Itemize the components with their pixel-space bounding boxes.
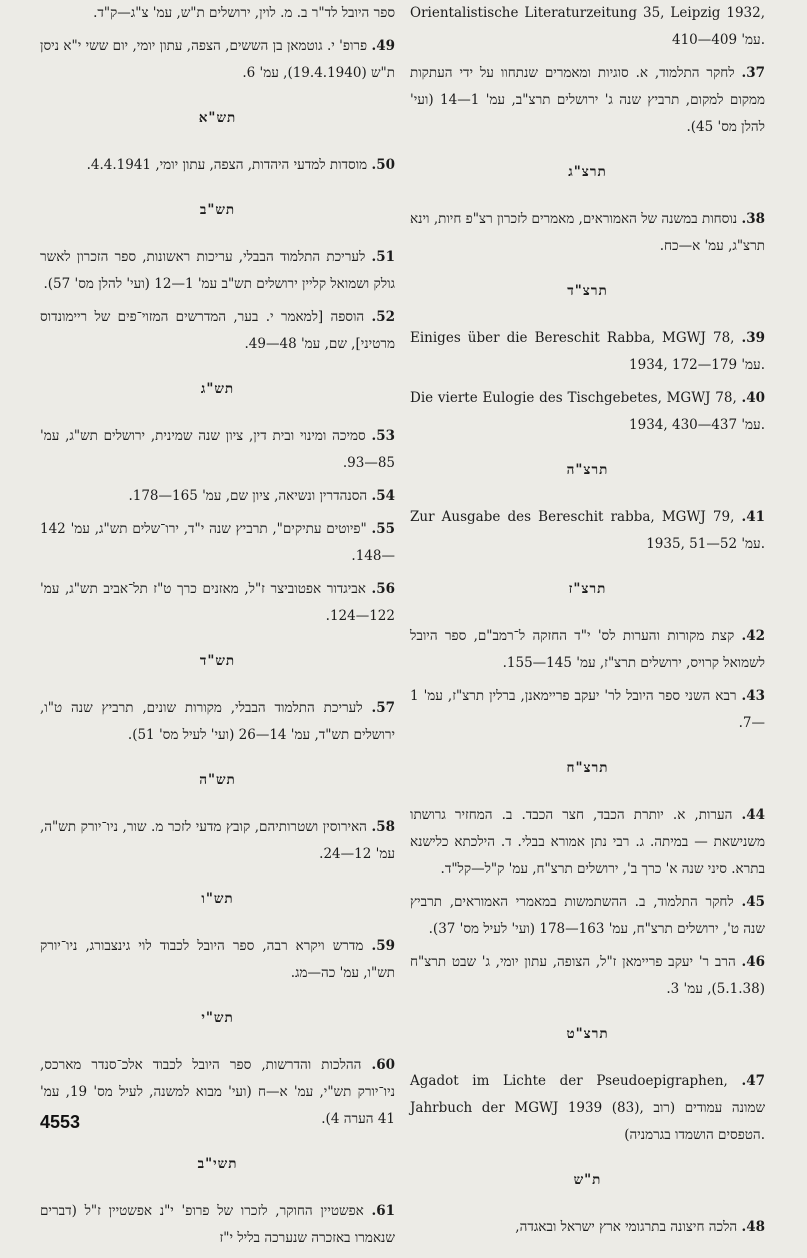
year-heading: תש"ד xyxy=(199,653,236,669)
entry-number: 40. xyxy=(741,390,765,406)
entry-text: Orientalistische Literaturzeitung 35, Leipzig 1932, עמ' 409—410. xyxy=(410,5,765,48)
entry-text: Agadot im Lichte der Pseudoepigraphen, Jahrbuch der MGWJ 1939 (83), שמונה עמודים (רוב הטפסים הושמדו בגרמניה). xyxy=(410,1073,765,1143)
entry-text: מוסדות למדעי היהדות, הצפה, עתון יומי, 4.4.1941. xyxy=(86,157,368,173)
entry-text: קצת מקורות והערות לס' י"ד החזקה ל־רמב"ם, ספר היובל לשמואל קרויס, ירושלים תרצ"ז, עמ' 145—155. xyxy=(410,628,765,671)
entry-text: הלכה חיצונה בתרגומי ארץ ישראל ובאגדה, xyxy=(515,1219,738,1235)
entry-number: 47. xyxy=(741,1073,765,1089)
entry-text: האירוסין ושטרותיהם, קובץ מדעי לזכר מ. שור, ניו־יורק תש"ה, עמ' 12—24. xyxy=(40,819,395,862)
entry-number: 53. xyxy=(371,428,395,444)
entry-number: 45. xyxy=(741,894,766,910)
bibliography-entry xyxy=(410,1214,765,1241)
entry-number: 44. xyxy=(741,807,766,823)
left-column xyxy=(40,0,395,1258)
entry-text: הערות, א. יותרת הכבד, חצר הכבד. ב. המחזיר גרושתו משנישאת — במיתה. ג. רבי נתן אמורא בבלי. ד. הילכתא כלישנא בתרא. סיני שנה א' כרך ב', ירושלים תרצ"ח, עמ' ק"ל—קל"ד. xyxy=(410,807,765,877)
bibliography-entry xyxy=(40,0,395,27)
bibliography-entry xyxy=(40,814,395,868)
bibliography-entry xyxy=(410,1068,765,1149)
entry-number: 39. xyxy=(741,330,766,346)
entry-text: רבא השני ספר היובל לר' יעקב פריימאנן, ברלין תרצ"ז, עמ' 1—7. xyxy=(410,688,765,731)
bibliography-entry xyxy=(410,0,765,54)
year-heading: תש"ב xyxy=(199,202,236,218)
bibliography-entry xyxy=(410,325,765,379)
entry-number: 50. xyxy=(371,157,395,173)
bibliography-entry xyxy=(40,152,395,179)
bibliography-entry xyxy=(40,304,395,358)
entry-number: 37. xyxy=(741,65,765,81)
entry-number: 61. xyxy=(371,1203,395,1219)
right-column xyxy=(410,0,765,1247)
entry-number: 58. xyxy=(371,819,395,835)
entry-number: 55. xyxy=(371,521,395,537)
bibliography-entry xyxy=(40,516,395,570)
entry-text: הרב ר' יעקב פריימאן ז"ל, הצופה, עתון יומי, ג' שבט תרצ"ח (5.1.38), עמ' 3. xyxy=(410,954,765,997)
bibliography-entry xyxy=(40,1052,395,1133)
year-heading: ת"ש xyxy=(573,1172,602,1188)
entry-text: הוספה [למאמר י. בער, המדרשים המזוי־פים של ריימונדוס מרטיני], שם, עמ' 48—49. xyxy=(40,309,395,352)
entry-number: 49. xyxy=(371,38,395,54)
year-heading: תרצ"ד xyxy=(567,283,608,299)
year-heading: תש"א xyxy=(198,110,237,126)
bibliography-entry xyxy=(410,623,765,677)
year-heading: תרצ"ז xyxy=(568,581,607,597)
entry-text: אביגדור אפטוביצר ז"ל, מאזנים כרך ט"ז תל־אביב תש"ג, עמ' 122—124. xyxy=(40,581,395,624)
bibliography-entry xyxy=(410,683,765,737)
year-heading: תרצ"ח xyxy=(566,760,609,776)
year-heading: תש"י xyxy=(201,1010,234,1026)
year-heading: תש"ה xyxy=(199,772,236,788)
bibliography-entry xyxy=(410,504,765,558)
entry-text: Die vierte Eulogie des Tischgebetes, MGWJ 78, 1934, עמ' 437—430. xyxy=(410,390,765,433)
entry-text: לחקר התלמוד, א. סוגיות ומאמרים שנתחוו על ידי העתקות ממקום למקום, תרביץ שנה ג' ירושלים תרצ"ב, עמ' 1—14 (ועי' להלן מס' 45). xyxy=(410,65,766,135)
entry-text: אפשטיין החוקר, לזכרו של פרופ' י"נ אפשטיין ז"ל (דברים שנאמרו באזכרה שנערכה בליל י"ז xyxy=(40,1203,395,1246)
entry-text: סמיכה ומינוי ובית דין, ציון שנה שמינית, ירושלים תש"ג, עמ' 85—93. xyxy=(40,428,395,471)
bibliography-entry xyxy=(40,33,395,87)
year-heading: תשי"ב xyxy=(197,1156,238,1172)
bibliography-entry xyxy=(40,483,395,510)
bibliography-entry xyxy=(40,423,395,477)
bibliography-entry xyxy=(410,802,765,883)
entry-number: 38. xyxy=(741,211,765,227)
entry-text: פרופ' י. גוטמאן בן הששים, הצפה, עתון יומי, יום ששי י"א ניסן ת"ש (19.4.1940), עמ' 6. xyxy=(40,38,395,81)
entry-text: Zur Ausgabe des Bereschit rabba, MGWJ 79, 1935, עמ' 52—51. xyxy=(410,509,765,552)
entry-number: 51. xyxy=(371,249,395,265)
entry-number: 46. xyxy=(741,954,765,970)
year-heading: תרצ"ג xyxy=(568,164,607,180)
entry-number: 52. xyxy=(371,309,395,325)
entry-number: 43. xyxy=(741,688,766,704)
year-heading: תש"ג xyxy=(200,381,235,397)
page-number: 4553 xyxy=(40,1112,81,1132)
entry-text: לעריכת התלמוד הבבלי, מקורות שונים, תרביץ שנה ט"ו, ירושלים תש"ד, עמ' 14—26 (ועי' לעיל מס' 51). xyxy=(40,700,395,743)
bibliography-entry xyxy=(40,576,395,630)
year-heading: תש"ו xyxy=(201,891,234,907)
entry-number: 56. xyxy=(371,581,395,597)
entry-number: 60. xyxy=(371,1057,395,1073)
entry-number: 57. xyxy=(371,700,396,716)
entry-text: הסנהדרין ונשיאה, ציון שם, עמ' 165—178. xyxy=(128,488,368,504)
entry-text: Einiges über die Bereschit Rabba, MGWJ 78, 1934, עמ' 179—172. xyxy=(410,330,765,373)
entry-text: נוסחות במשנה של האמוראים, מאמרים לזכרון רצ"פ חיות, וינא תרצ"ג, עמ' א—כח. xyxy=(410,211,765,254)
bibliography-entry xyxy=(410,206,765,260)
bibliography-entry xyxy=(410,889,765,943)
bibliography-entry xyxy=(40,933,395,987)
entry-text: לחקר התלמוד, ב. ההשתמשות במאמרי האמוראים, תרביץ שנה ט', ירושלים תרצ"ח, עמ' 163—178 (ועי' לעיל מס' 37). xyxy=(410,894,765,937)
bibliography-entry xyxy=(40,244,395,298)
year-heading: תרצ"ה xyxy=(566,462,609,478)
entry-text: לעריכת התלמוד הבבלי, עריכות ראשונות, ספר הזכרון לאשר גולק ושמואל קליין ירושלים תש"ב עמ' 1—12 (ועי' להלן מס' 57). xyxy=(40,249,395,292)
entry-number: 42. xyxy=(741,628,765,644)
entry-text: ההלכות והדרשות, ספר היובל לכבוד אלכ־סנדר מארכס, ניו־יורק תש"י, עמ' א—ח (ועי' מבוא למשנה, לעיל מס' 19, עמ' 41 הערה 4). xyxy=(40,1057,396,1127)
bibliography-entry xyxy=(410,385,765,439)
entry-number: 41. xyxy=(741,509,765,525)
entry-text: "פיוטים עתיקים", תרביץ שנה י"ד, ירו־שלים תש"ג, עמ' 142—148. xyxy=(40,521,395,564)
entry-number: 48. xyxy=(741,1219,765,1235)
entry-text: מדרש ויקרא רבה, ספר היובל לכבוד לוי גינצבורג, ניו־יורק תש"ו, עמ' כה—מג. xyxy=(40,938,395,981)
entry-text: ספר היובל לד"ר ב. מ. לוין, ירושלים ת"ש, עמ' צ"ג—ק"ד. xyxy=(93,5,395,21)
entry-number: 59. xyxy=(371,938,395,954)
bibliography-entry xyxy=(410,60,765,141)
bibliography-entry xyxy=(40,1198,395,1252)
bibliography-entry xyxy=(410,949,765,1003)
year-heading: תרצ"ט xyxy=(566,1026,609,1042)
bibliography-entry xyxy=(40,695,395,749)
entry-number: 54. xyxy=(371,488,395,504)
